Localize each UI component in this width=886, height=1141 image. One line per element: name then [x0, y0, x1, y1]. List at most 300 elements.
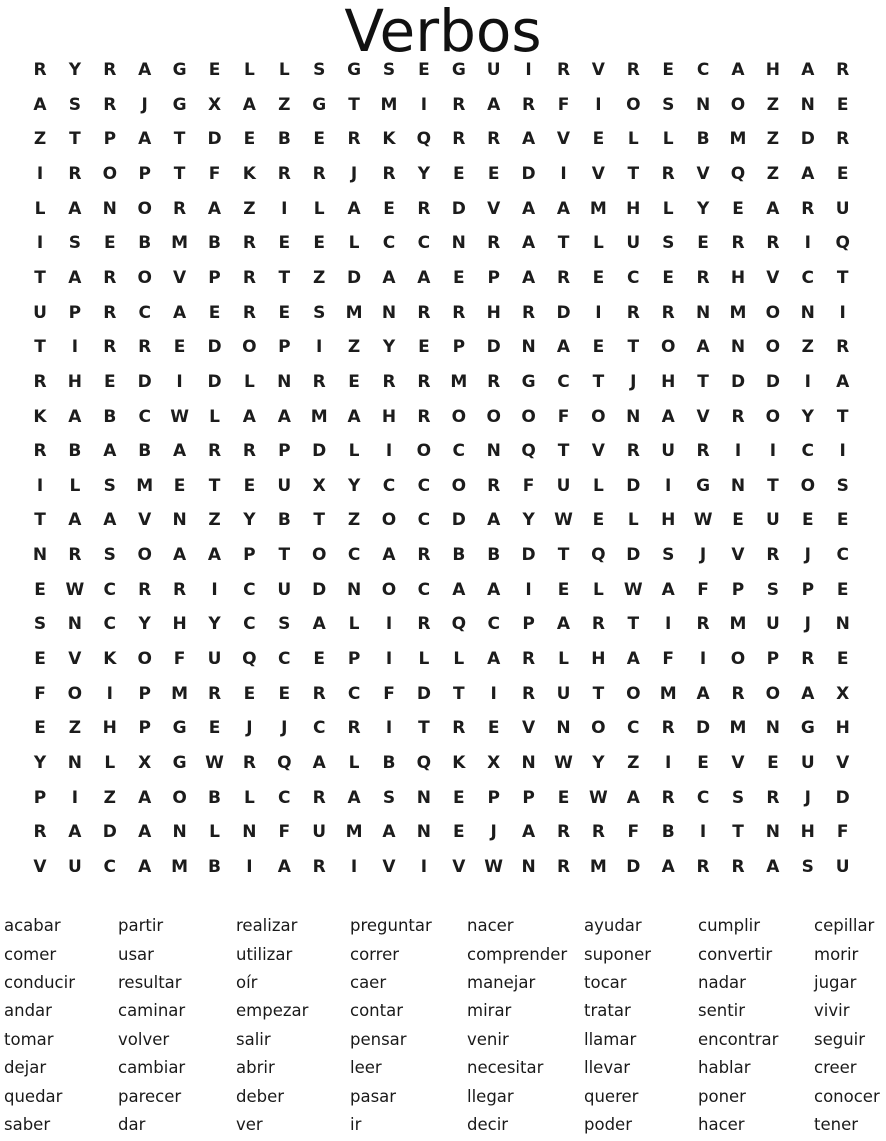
grid-letter: T	[34, 337, 46, 358]
grid-letter: P	[138, 718, 151, 739]
word-item: necesitar	[467, 1058, 544, 1077]
word-item: saber	[4, 1115, 51, 1134]
grid-row	[34, 579, 850, 615]
grid-row	[36, 475, 850, 511]
grid-letter: N	[277, 371, 292, 392]
grid-letter: B	[277, 510, 291, 531]
grid-letter: I	[560, 163, 567, 184]
grid-letter: M	[729, 718, 747, 739]
grid-letter: R	[417, 545, 431, 566]
word-item: oír	[236, 973, 258, 992]
grid-letter: R	[626, 60, 640, 80]
grid-letter: M	[589, 856, 607, 877]
grid-letter: O	[765, 302, 781, 323]
word-item: encontrar	[698, 1030, 779, 1049]
grid-letter: T	[173, 129, 186, 150]
grid-letter: P	[522, 787, 535, 808]
grid-letter: L	[278, 60, 290, 80]
grid-letter: D	[347, 267, 362, 288]
word-item: venir	[467, 1030, 509, 1049]
grid-letter: C	[278, 649, 291, 670]
grid-row	[33, 94, 850, 130]
grid-letter: R	[173, 198, 187, 219]
grid-letter: R	[207, 683, 222, 704]
grid-letter: P	[68, 302, 82, 323]
grid-letter: R	[487, 129, 501, 150]
grid-letter: U	[765, 614, 780, 635]
grid-letter: L	[453, 649, 465, 670]
grid-letter: R	[312, 856, 326, 877]
grid-letter: R	[417, 406, 431, 427]
grid-letter: G	[312, 94, 327, 115]
grid-letter: H	[835, 718, 850, 739]
grid-letter: Z	[103, 787, 116, 808]
grid-letter: C	[487, 614, 500, 635]
grid-letter: I	[734, 441, 742, 462]
grid-letter: R	[556, 822, 571, 843]
grid-letter: A	[661, 856, 675, 877]
grid-letter: O	[67, 683, 83, 704]
grid-letter: A	[33, 94, 47, 115]
grid-letter: T	[557, 233, 570, 254]
grid-letter: D	[416, 683, 431, 704]
grid-letter: R	[103, 302, 117, 323]
grid-letter: I	[36, 233, 44, 254]
grid-letter: Q	[277, 753, 292, 773]
grid-letter: R	[138, 337, 152, 358]
grid-letter: L	[418, 649, 430, 670]
grid-letter: P	[243, 545, 256, 566]
grid-letter: R	[242, 302, 256, 323]
grid-letter: O	[137, 267, 152, 288]
grid-letter: R	[801, 649, 815, 670]
grid-letter: I	[71, 787, 79, 808]
grid-letter: R	[312, 787, 326, 808]
grid-letter: H	[626, 198, 641, 219]
grid-letter: U	[33, 302, 47, 323]
grid-letter: N	[416, 822, 431, 843]
grid-letter: J	[281, 718, 288, 739]
grid-letter: A	[347, 787, 361, 808]
grid-letter: H	[486, 302, 501, 323]
word-item: correr	[350, 945, 400, 964]
grid-letter: E	[418, 60, 430, 80]
grid-letter: C	[138, 302, 151, 323]
grid-letter: J	[490, 822, 497, 843]
grid-letter: J	[141, 94, 148, 115]
grid-letter: P	[801, 579, 815, 600]
grid-letter: U	[67, 856, 82, 877]
grid-letter: P	[103, 129, 117, 150]
grid-row	[34, 683, 850, 719]
grid-letter: T	[557, 441, 570, 462]
grid-letter: A	[173, 545, 187, 566]
grid-letter: N	[451, 233, 466, 254]
grid-letter: A	[68, 406, 82, 427]
grid-letter: P	[208, 267, 221, 288]
grid-letter: R	[347, 718, 361, 739]
grid-letter: A	[417, 267, 431, 288]
grid-letter: A	[661, 406, 675, 427]
grid-row	[33, 60, 850, 95]
grid-letter: N	[765, 718, 780, 739]
grid-letter: V	[382, 856, 396, 877]
grid-letter: R	[33, 60, 47, 80]
grid-letter: R	[103, 94, 117, 115]
grid-letter: R	[766, 233, 780, 254]
grid-row	[33, 406, 850, 442]
grid-letter: G	[172, 94, 187, 115]
grid-letter: V	[696, 163, 710, 184]
grid-letter: K	[382, 129, 396, 150]
word-item: convertir	[698, 945, 773, 964]
grid-letter: F	[627, 822, 640, 843]
grid-letter: U	[277, 579, 292, 600]
grid-letter: G	[172, 718, 187, 739]
grid-letter: R	[33, 441, 47, 462]
grid-letter: Z	[766, 163, 780, 184]
grid-letter: E	[452, 163, 465, 184]
grid-letter: R	[68, 163, 82, 184]
grid-letter: K	[242, 163, 256, 184]
grid-letter: D	[521, 163, 536, 184]
grid-letter: P	[138, 683, 151, 704]
grid-letter: T	[34, 267, 46, 288]
grid-letter: Q	[521, 441, 536, 462]
grid-letter: I	[804, 233, 811, 254]
grid-letter: B	[452, 545, 466, 566]
grid-letter: C	[312, 718, 326, 739]
grid-letter: F	[836, 822, 849, 843]
grid-letter: M	[729, 129, 747, 150]
grid-letter: P	[452, 337, 466, 358]
grid-letter: H	[591, 649, 606, 670]
grid-letter: N	[730, 337, 746, 358]
grid-letter: O	[591, 406, 606, 427]
grid-letter: P	[731, 579, 745, 600]
grid-letter: F	[173, 649, 186, 670]
word-item: quedar	[4, 1087, 63, 1106]
grid-letter: N	[800, 94, 815, 115]
grid-letter: R	[661, 302, 675, 323]
grid-letter: Q	[451, 614, 467, 635]
grid-letter: J	[804, 614, 811, 635]
grid-letter: U	[277, 475, 292, 496]
word-item: sentir	[698, 1001, 746, 1020]
grid-letter: D	[626, 545, 641, 566]
word-item: llegar	[467, 1087, 514, 1106]
grid-letter: P	[278, 441, 291, 462]
grid-letter: E	[208, 718, 221, 739]
grid-letter: R	[277, 163, 291, 184]
grid-letter: O	[242, 337, 257, 358]
grid-letter: I	[665, 753, 672, 773]
grid-letter: Y	[522, 510, 535, 531]
grid-letter: Z	[766, 129, 780, 150]
grid-letter: N	[486, 441, 501, 462]
grid-letter: R	[591, 822, 605, 843]
grid-letter: O	[591, 718, 606, 739]
grid-letter: R	[103, 267, 117, 288]
grid-letter: R	[487, 371, 501, 392]
grid-letter: B	[661, 822, 675, 843]
grid-letter: Z	[347, 510, 361, 531]
grid-letter: R	[173, 579, 187, 600]
grid-letter: M	[136, 475, 154, 496]
grid-letter: W	[170, 406, 189, 427]
grid-letter: X	[836, 683, 850, 704]
grid-letter: D	[521, 545, 536, 566]
grid-letter: R	[766, 787, 780, 808]
grid-letter: A	[382, 822, 396, 843]
grid-letter: S	[382, 787, 396, 808]
grid-letter: V	[731, 753, 745, 773]
grid-letter: E	[348, 371, 360, 392]
grid-letter: R	[556, 267, 571, 288]
grid-letter: P	[278, 337, 291, 358]
grid-letter: T	[348, 94, 360, 115]
grid-letter: Q	[242, 649, 257, 670]
grid-letter: Q	[835, 233, 850, 254]
grid-letter: C	[627, 718, 640, 739]
grid-letter: E	[592, 337, 605, 358]
grid-letter: N	[521, 337, 536, 358]
grid-letter: F	[522, 475, 535, 496]
grid-letter: K	[33, 406, 47, 427]
grid-letter: C	[103, 579, 117, 600]
grid-letter: M	[171, 233, 189, 254]
grid-letter: E	[243, 129, 256, 150]
grid-letter: I	[804, 371, 811, 392]
grid-letter: U	[312, 822, 327, 843]
grid-letter: P	[766, 649, 780, 670]
grid-letter: A	[801, 683, 815, 704]
grid-letter: L	[69, 475, 81, 496]
grid-letter: R	[696, 856, 710, 877]
grid-letter: D	[626, 475, 641, 496]
grid-letter: R	[417, 371, 431, 392]
grid-letter: E	[208, 302, 221, 323]
grid-letter: S	[801, 856, 814, 877]
grid-letter: R	[626, 302, 640, 323]
grid-letter: L	[348, 233, 360, 254]
grid-letter: A	[68, 198, 82, 219]
grid-letter: N	[695, 94, 711, 115]
grid-letter: H	[661, 510, 676, 531]
grid-letter: O	[730, 649, 746, 670]
grid-letter: U	[556, 475, 571, 496]
grid-letter: I	[525, 60, 532, 80]
grid-row	[34, 649, 850, 684]
grid-letter: A	[68, 267, 82, 288]
grid-letter: E	[103, 233, 116, 254]
grid-letter: R	[801, 198, 815, 219]
grid-letter: R	[556, 60, 571, 80]
grid-letter: I	[665, 614, 672, 635]
grid-letter: R	[103, 60, 117, 80]
grid-letter: Z	[243, 198, 256, 219]
word-item: abrir	[236, 1058, 275, 1077]
grid-letter: O	[626, 94, 641, 115]
grid-letter: R	[731, 406, 745, 427]
grid-letter: R	[312, 163, 326, 184]
word-item: tratar	[584, 1001, 631, 1020]
grid-letter: S	[662, 233, 675, 254]
grid-letter: R	[731, 233, 745, 254]
grid-row	[34, 337, 850, 372]
grid-letter: I	[525, 579, 532, 600]
grid-letter: V	[696, 406, 710, 427]
word-item: ver	[236, 1115, 263, 1134]
grid-letter: I	[769, 441, 777, 462]
grid-letter: D	[312, 441, 327, 462]
grid-letter: L	[209, 822, 220, 843]
grid-letter: R	[207, 441, 222, 462]
grid-letter: E	[836, 163, 849, 184]
word-item: conocer	[814, 1087, 880, 1106]
grid-letter: C	[417, 510, 431, 531]
grid-letter: R	[522, 649, 536, 670]
word-item: cumplir	[698, 916, 761, 935]
grid-letter: V	[591, 441, 605, 462]
grid-letter: R	[696, 614, 710, 635]
grid-letter: E	[732, 510, 744, 531]
grid-letter: T	[173, 163, 186, 184]
grid-letter: D	[207, 371, 222, 392]
grid-letter: D	[451, 198, 466, 219]
grid-letter: A	[242, 406, 256, 427]
grid-letter: U	[486, 60, 501, 80]
grid-letter: C	[417, 233, 431, 254]
grid-letter: O	[311, 545, 327, 566]
grid-letter: E	[801, 510, 814, 531]
word-item: caminar	[118, 1001, 186, 1020]
grid-letter: Y	[696, 198, 710, 219]
grid-letter: T	[627, 163, 640, 184]
grid-letter: O	[102, 163, 118, 184]
grid-letter: S	[68, 233, 82, 254]
grid-letter: F	[662, 649, 674, 670]
grid-letter: C	[243, 579, 256, 600]
grid-letter: A	[801, 163, 815, 184]
word-item: dejar	[4, 1058, 47, 1077]
grid-letter: E	[103, 371, 116, 392]
grid-letter: C	[557, 371, 570, 392]
grid-letter: E	[592, 129, 605, 150]
grid-letter: Z	[68, 718, 82, 739]
grid-letter: O	[765, 337, 781, 358]
grid-letter: E	[383, 198, 395, 219]
grid-letter: R	[242, 233, 256, 254]
grid-letter: M	[310, 406, 328, 427]
grid-letter: E	[173, 475, 186, 496]
grid-letter: R	[522, 94, 536, 115]
grid-letter: A	[312, 614, 326, 635]
grid-letter: T	[767, 475, 779, 496]
word-item: tocar	[584, 973, 627, 992]
grid-letter: S	[103, 475, 116, 496]
grid-letter: I	[699, 649, 707, 670]
grid-letter: V	[556, 129, 571, 150]
grid-letter: Y	[33, 753, 47, 773]
grid-letter: D	[800, 129, 815, 150]
grid-letter: A	[766, 856, 780, 877]
grid-letter: U	[765, 510, 780, 531]
word-item: ayudar	[584, 916, 642, 935]
grid-letter: U	[661, 441, 676, 462]
word-item: comer	[4, 945, 57, 964]
grid-letter: C	[103, 614, 117, 635]
grid-letter: E	[662, 60, 674, 80]
grid-letter: I	[385, 614, 393, 635]
grid-letter: O	[381, 579, 397, 600]
grid-letter: I	[385, 441, 393, 462]
grid-letter: R	[242, 753, 256, 773]
grid-letter: L	[592, 475, 604, 496]
grid-letter: R	[103, 337, 117, 358]
grid-letter: N	[695, 302, 711, 323]
word-item: llamar	[584, 1030, 637, 1049]
grid-letter: A	[522, 233, 536, 254]
grid-letter: O	[800, 475, 816, 496]
grid-letter: G	[451, 60, 466, 80]
grid-letter: D	[696, 718, 711, 739]
grid-letter: A	[138, 60, 152, 80]
grid-row	[33, 441, 850, 476]
grid-letter: A	[522, 822, 536, 843]
grid-letter: A	[68, 510, 82, 531]
word-item: pensar	[350, 1030, 407, 1049]
grid-letter: R	[242, 267, 256, 288]
grid-letter: T	[836, 267, 849, 288]
grid-letter: F	[557, 94, 570, 115]
grid-letter: R	[696, 441, 710, 462]
grid-letter: A	[347, 406, 361, 427]
grid-letter: F	[383, 683, 395, 704]
grid-letter: A	[801, 60, 815, 80]
page-title: Verbos	[344, 0, 542, 65]
word-item: comprender	[467, 945, 568, 964]
grid-letter: E	[278, 233, 291, 254]
grid-letter: C	[417, 579, 431, 600]
grid-letter: J	[804, 545, 811, 566]
grid-letter: B	[208, 787, 221, 808]
grid-letter: I	[420, 94, 428, 115]
grid-letter: O	[521, 406, 536, 427]
grid-letter: W	[693, 510, 713, 531]
grid-letter: G	[521, 371, 536, 392]
grid-letter: N	[416, 787, 431, 808]
grid-letter: E	[418, 337, 430, 358]
grid-letter: D	[137, 371, 152, 392]
grid-letter: M	[380, 94, 398, 115]
grid-letter: O	[626, 683, 641, 704]
grid-letter: U	[626, 233, 641, 254]
grid-letter: N	[32, 545, 48, 566]
grid-letter: D	[102, 822, 117, 843]
grid-letter: I	[490, 683, 497, 704]
grid-letter: A	[626, 649, 640, 670]
grid-letter: L	[592, 579, 604, 600]
grid-letter: L	[348, 441, 360, 462]
grid-letter: O	[765, 406, 781, 427]
grid-letter: N	[730, 475, 746, 496]
grid-letter: A	[68, 822, 82, 843]
grid-row	[36, 163, 850, 199]
word-item: andar	[4, 1001, 52, 1020]
grid-letter: E	[836, 94, 849, 115]
grid-letter: P	[33, 787, 47, 808]
